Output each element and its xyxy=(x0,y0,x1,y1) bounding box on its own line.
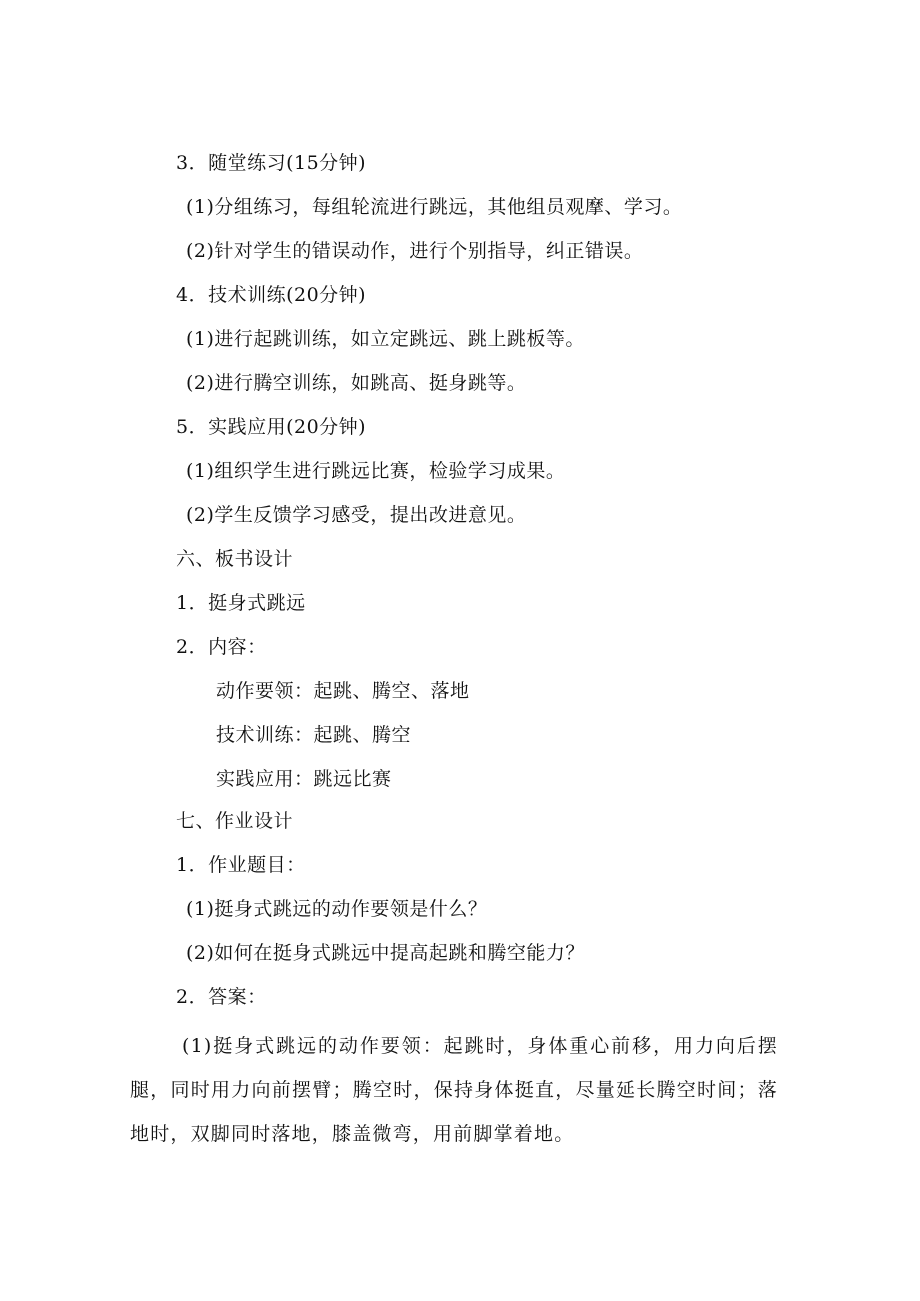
homework-item-1: 1．作业题目： xyxy=(176,854,306,876)
board-content-2: 技术训练：起跳、腾空 xyxy=(216,724,412,746)
section-5-title: 5．实践应用(20分钟) xyxy=(176,416,367,438)
section-5-item-2: (2)学生反馈学习感受，提出改进意见。 xyxy=(186,504,527,526)
board-content-1: 动作要领：起跳、腾空、落地 xyxy=(216,680,470,702)
board-design-heading: 六、板书设计 xyxy=(176,548,294,570)
board-design-item-2: 2．内容： xyxy=(176,636,267,658)
homework-heading: 七、作业设计 xyxy=(176,810,294,832)
section-4-title: 4．技术训练(20分钟) xyxy=(176,284,367,306)
homework-question-1: (1)挺身式跳远的动作要领是什么？ xyxy=(186,898,488,920)
section-3-item-1: (1)分组练习，每组轮流进行跳远，其他组员观摩、学习。 xyxy=(186,196,683,218)
section-3-item-2: (2)针对学生的错误动作，进行个别指导，纠正错误。 xyxy=(186,240,644,262)
section-4-item-1: (1)进行起跳训练，如立定跳远、跳上跳板等。 xyxy=(186,328,585,350)
board-content-3: 实践应用：跳远比赛 xyxy=(216,768,392,790)
homework-answer-1: (1)挺身式跳远的动作要领：起跳时，身体重心前移，用力向后摆腿，同时用力向前摆臂；腾空时，保持身体挺直，尽量延长腾空时间；落地时，双脚同时落地，膝盖微弯，用前脚掌着地。 xyxy=(130,1035,778,1145)
section-5-item-1: (1)组织学生进行跳远比赛，检验学习成果。 xyxy=(186,460,566,482)
section-4-item-2: (2)进行腾空训练，如跳高、挺身跳等。 xyxy=(186,372,527,394)
homework-question-2: (2)如何在挺身式跳远中提高起跳和腾空能力？ xyxy=(186,942,585,964)
section-3-title: 3．随堂练习(15分钟) xyxy=(176,152,367,174)
homework-item-2: 2．答案： xyxy=(176,986,267,1008)
board-design-item-1: 1．挺身式跳远 xyxy=(176,592,306,614)
